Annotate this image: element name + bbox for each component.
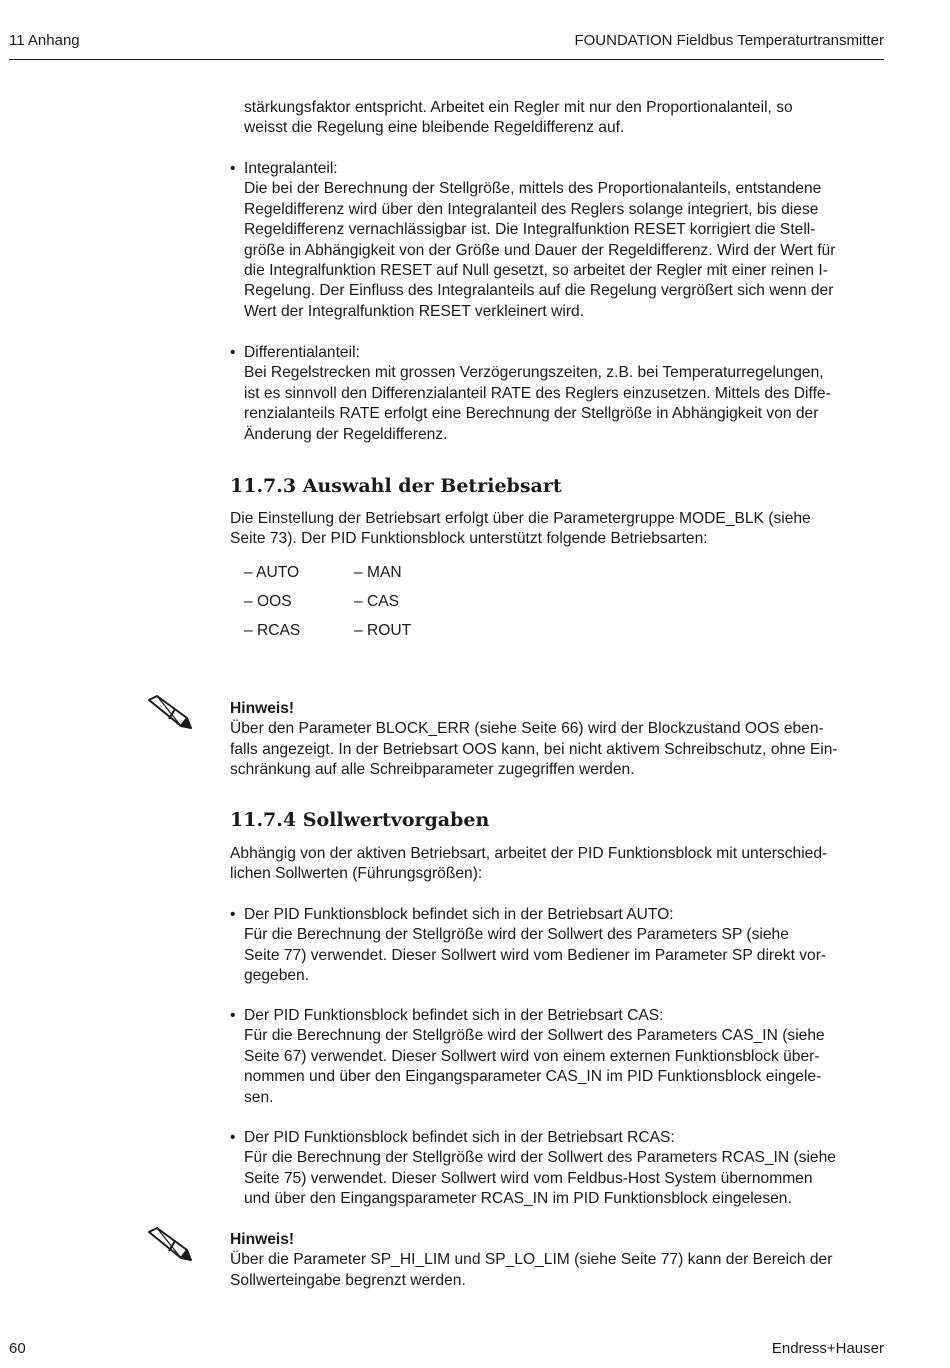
bullet-title: Differentialanteil:	[244, 344, 360, 361]
bullet-integralanteil	[244, 159, 835, 322]
bullet-marker: •	[230, 160, 236, 177]
text-line: Die bei der Berechnung der Stellgröße, mittels des Proportionalanteils, entstandene	[244, 180, 822, 198]
note-title: Hinweis!	[230, 700, 295, 717]
text-line: schränkung auf alle Schreibparameter zugegriffen werden.	[230, 761, 635, 779]
note-1	[230, 699, 838, 781]
text-line: Sollwerteingabe begrenzt werden.	[230, 1271, 466, 1289]
mode-cas: – CAS	[354, 593, 400, 610]
text-line: Für die Berechnung der Stellgröße wird der Sollwert des Parameters CAS_IN (siehe	[244, 1027, 825, 1045]
note-2	[230, 1230, 832, 1291]
bullet-marker: •	[230, 906, 236, 923]
pencil-icon	[145, 694, 195, 734]
text-line: Für die Berechnung der Stellgröße wird der Sollwert des Parameters RCAS_IN (siehe	[244, 1149, 836, 1167]
section-11-7-4-paragraph	[230, 844, 827, 885]
bullet-title: Der PID Funktionsblock befindet sich in der Betriebsart AUTO:	[244, 906, 674, 923]
bullet-marker: •	[230, 1007, 236, 1024]
text-line: Seite 77) verwendet. Dieser Sollwert wird vom Bediener im Parameter SP direkt vor-	[244, 946, 827, 964]
brand-name: Endress+Hauser	[771, 1340, 884, 1357]
text-line: gegeben.	[244, 967, 310, 985]
text-line: Abhängig von der aktiven Betriebsart, arbeitet der PID Funktionsblock mit unterschied-	[230, 845, 828, 862]
bullet-title: Der PID Funktionsblock befindet sich in der Betriebsart CAS:	[244, 1007, 664, 1024]
text-line: Über den Parameter BLOCK_ERR (siehe Seite 66) wird der Blockzustand OOS eben-	[230, 720, 824, 738]
chapter-label: 11 Anhang	[9, 32, 80, 49]
mode-rcas: – RCAS	[244, 622, 301, 639]
text-line: Regeldifferenz vernachlässigbar ist. Die Integralfunktion RESET korrigiert die Stell-	[244, 221, 816, 239]
mode-man: – MAN	[354, 564, 402, 581]
mode-auto: – AUTO	[244, 564, 300, 581]
text-line: Regelung. Der Einfluss des Integralanteils auf die Regelung vergrößert sich wenn der	[244, 282, 834, 300]
text-line: Regeldifferenz wird über den Integralanteil des Reglers solange integriert, bis diese	[244, 200, 819, 218]
text-line: Seite 73). Der PID Funktionsblock unterstützt folgende Betriebsarten:	[230, 530, 708, 548]
page-number: 60	[9, 1340, 26, 1357]
note-title: Hinweis!	[230, 1231, 295, 1248]
text-line: stärkungsfaktor entspricht. Arbeitet ein Regler mit nur den Proportionalanteil, so	[244, 99, 793, 116]
bullet-differentialanteil	[244, 343, 831, 445]
section-11-7-3-paragraph	[230, 509, 811, 550]
text-line: Seite 75) verwendet. Dieser Sollwert wird vom Feldbus-Host System übernommen	[244, 1169, 813, 1187]
text-line: Änderung der Regeldifferenz.	[244, 425, 448, 443]
section-heading-11-7-4: 11.7.4 Sollwertvorgaben	[230, 809, 490, 831]
mode-rout: – ROUT	[354, 622, 412, 639]
text-line: Wert der Integralfunktion RESET verkleinert wird.	[244, 302, 585, 320]
text-line: größe in Abhängigkeit von der Größe und Dauer der Regeldifferenz. Wird der Wert für	[244, 241, 836, 259]
text-line: Über die Parameter SP_HI_LIM und SP_LO_LIM (siehe Seite 77) kann der Bereich der	[230, 1251, 833, 1269]
text-line: Bei Regelstrecken mit grossen Verzögerungszeiten, z.B. bei Temperaturregelungen,	[244, 364, 824, 382]
bullet-title: Der PID Funktionsblock befindet sich in der Betriebsart RCAS:	[244, 1129, 675, 1146]
text-line: nommen und über den Eingangsparameter CAS_IN im PID Funktionsblock eingele-	[244, 1068, 822, 1086]
text-line: weisst die Regelung eine bleibende Regeldifferenz auf.	[244, 119, 625, 137]
text-line: Seite 67) verwendet. Dieser Sollwert wird von einem externen Funktionsblock über-	[244, 1047, 820, 1065]
intro-paragraph	[244, 98, 793, 139]
pencil-icon	[145, 1226, 195, 1266]
text-line: sen.	[244, 1088, 274, 1106]
header-divider	[9, 59, 884, 60]
section-heading-11-7-3: 11.7.3 Auswahl der Betriebsart	[230, 475, 562, 497]
text-line: Für die Berechnung der Stellgröße wird der Sollwert des Parameters SP (siehe	[244, 926, 789, 944]
text-line: lichen Sollwerten (Führungsgrößen):	[230, 865, 483, 883]
text-line: Die Einstellung der Betriebsart erfolgt über die Parametergruppe MODE_BLK (siehe	[230, 510, 811, 527]
mode-oos: – OOS	[244, 593, 292, 610]
text-line: ist es sinnvoll den Differenzialanteil RATE des Reglers einzusetzen. Mittels des Diffe-	[244, 384, 831, 402]
document-title: FOUNDATION Fieldbus Temperaturtransmitter	[574, 32, 884, 49]
text-line: die Integralfunktion RESET auf Null gesetzt, so arbeitet der Regler mit einer reinen I-	[244, 262, 828, 280]
bullet-rcas	[244, 1128, 836, 1210]
text-line: renzialanteils RATE erfolgt eine Berechnung der Stellgröße in Abhängigkeit von der	[244, 405, 819, 423]
text-line: falls angezeigt. In der Betriebsart OOS kann, bei nicht aktivem Schreibschutz, ohne Ein-	[230, 740, 838, 758]
text-line: und über den Eingangsparameter RCAS_IN im PID Funktionsblock eingelesen.	[244, 1190, 792, 1208]
bullet-auto	[244, 905, 826, 987]
bullet-cas	[244, 1006, 825, 1108]
bullet-marker: •	[230, 1129, 236, 1146]
bullet-title: Integralanteil:	[244, 160, 338, 177]
bullet-marker: •	[230, 344, 236, 361]
